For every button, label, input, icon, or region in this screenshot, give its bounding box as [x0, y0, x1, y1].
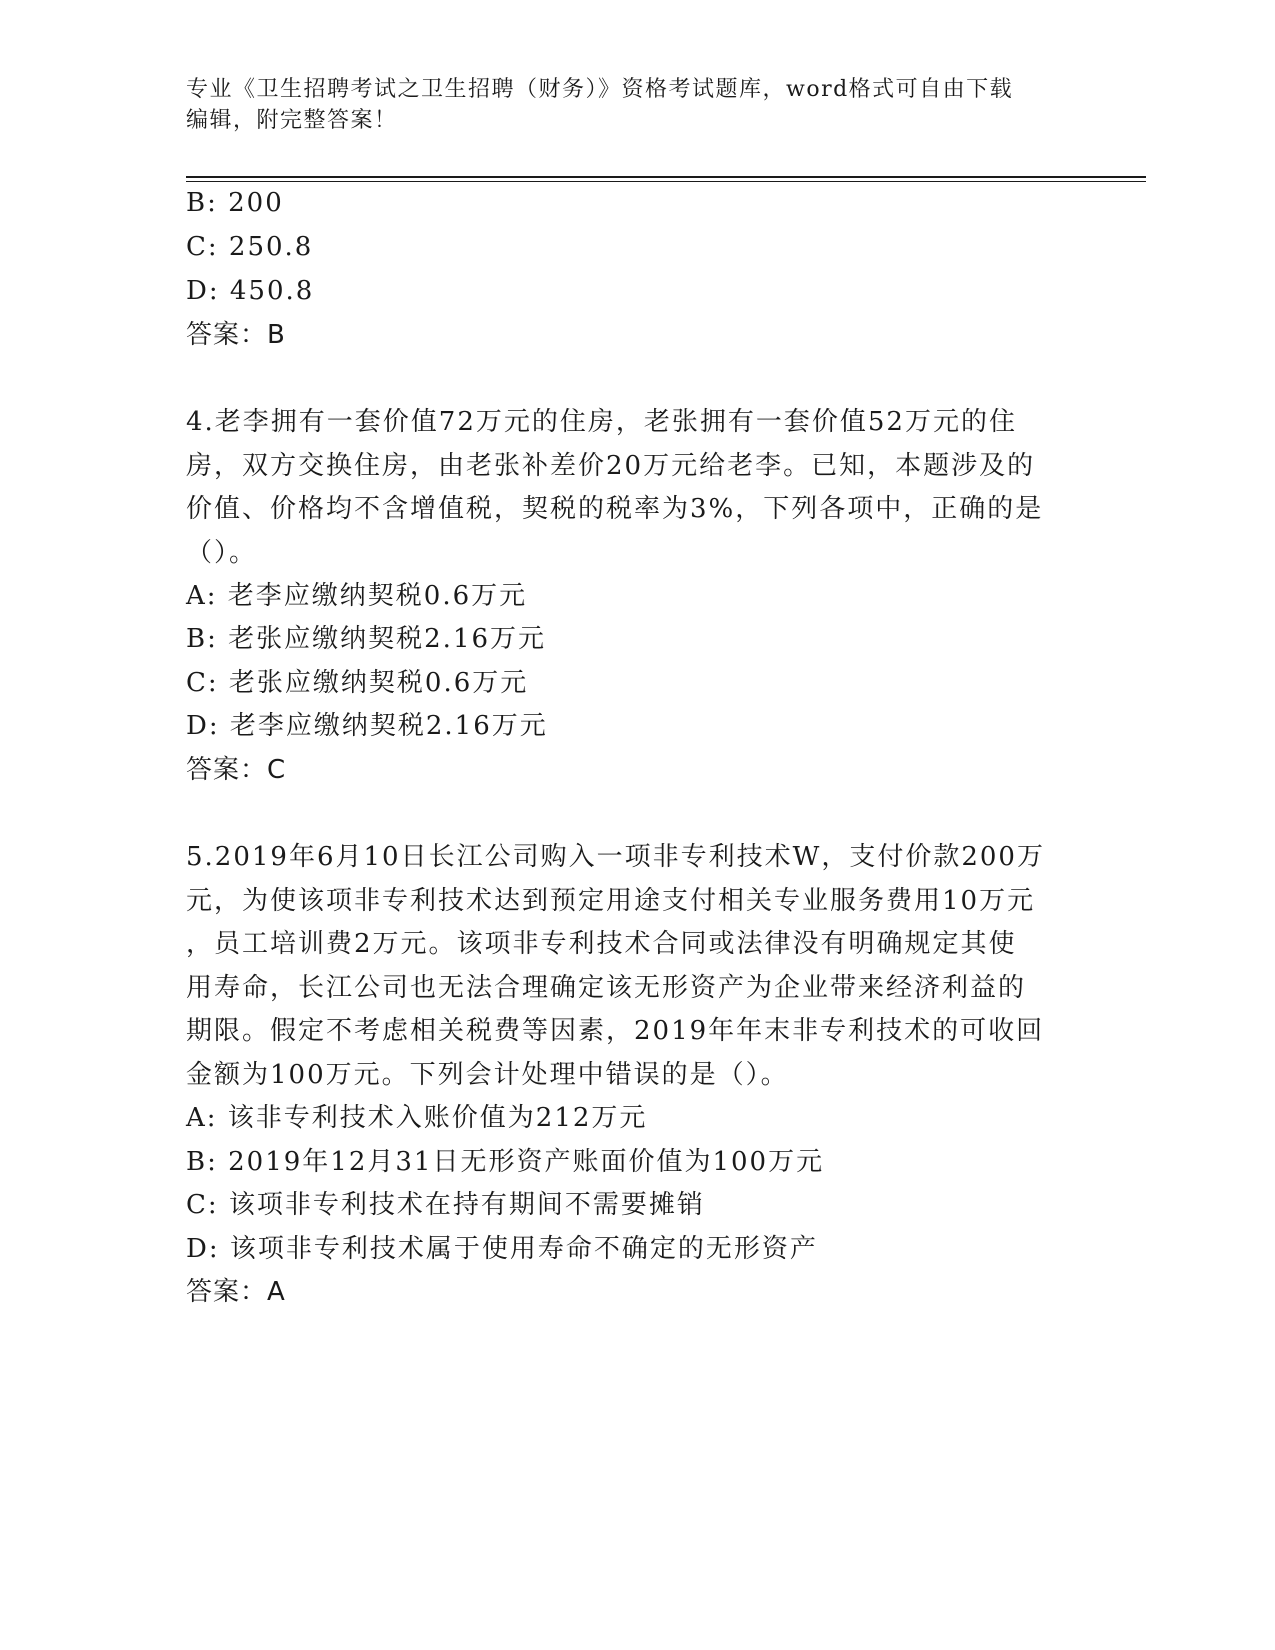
q4-stem-line-3: 价值、价格均不含增值税，契税的税率为3%，下列各项中，正确的是 [186, 494, 1044, 524]
q4-option-c: C: 老张应缴纳契税0.6万元 [186, 668, 529, 698]
header-rule-thin [186, 181, 1146, 182]
q3-option-c: C: 250.8 [186, 232, 314, 262]
header-line-2: 编辑，附完整答案！ [186, 108, 398, 133]
q5-stem-line-4: 用寿命，长江公司也无法合理确定该无形资产为企业带来经济利益的 [186, 973, 1027, 1003]
q5-answer: 答案：A [186, 1277, 286, 1307]
q4-answer: 答案：C [186, 755, 287, 785]
q5-option-d: D: 该项非专利技术属于使用寿命不确定的无形资产 [186, 1234, 818, 1264]
q4-stem-line-2: 房，双方交换住房，由老张补差价20万元给老李。已知，本题涉及的 [186, 451, 1036, 481]
q5-stem-line-6: 金额为100万元。下列会计处理中错误的是（）。 [186, 1060, 789, 1090]
q4-stem-line-4: （）。 [186, 538, 258, 568]
header-line-1: 专业《卫生招聘考试之卫生招聘（财务）》资格考试题库，word格式可自由下载 [186, 77, 1014, 102]
q3-option-d: D: 450.8 [186, 276, 315, 306]
header-rule-thick [186, 176, 1146, 178]
q3-option-b: B: 200 [186, 188, 284, 218]
q5-stem-line-5: 期限。假定不考虑相关税费等因素，2019年年末非专利技术的可收回 [186, 1016, 1045, 1046]
q5-stem-line-1: 5.2019年6月10日长江公司购入一项非专利技术W，支付价款200万 [186, 842, 1045, 872]
q4-stem-line-1: 4.老李拥有一套价值72万元的住房，老张拥有一套价值52万元的住 [186, 407, 1017, 437]
q4-option-d: D: 老李应缴纳契税2.16万元 [186, 711, 548, 741]
q4-option-b: B: 老张应缴纳契税2.16万元 [186, 624, 547, 654]
q5-option-a: A: 该非专利技术入账价值为212万元 [186, 1103, 648, 1133]
document-header [186, 74, 1086, 136]
q4-option-a: A: 老李应缴纳契税0.6万元 [186, 581, 528, 611]
q3-answer: 答案：B [186, 320, 286, 350]
q5-option-c: C: 该项非专利技术在持有期间不需要摊销 [186, 1190, 705, 1220]
q5-stem-line-2: 元，为使该项非专利技术达到预定用途支付相关专业服务费用10万元 [186, 886, 1036, 916]
q5-option-b: B: 2019年12月31日无形资产账面价值为100万元 [186, 1147, 825, 1177]
q5-stem-line-3: ，员工培训费2万元。该项非专利技术合同或法律没有明确规定其使 [186, 929, 1017, 959]
